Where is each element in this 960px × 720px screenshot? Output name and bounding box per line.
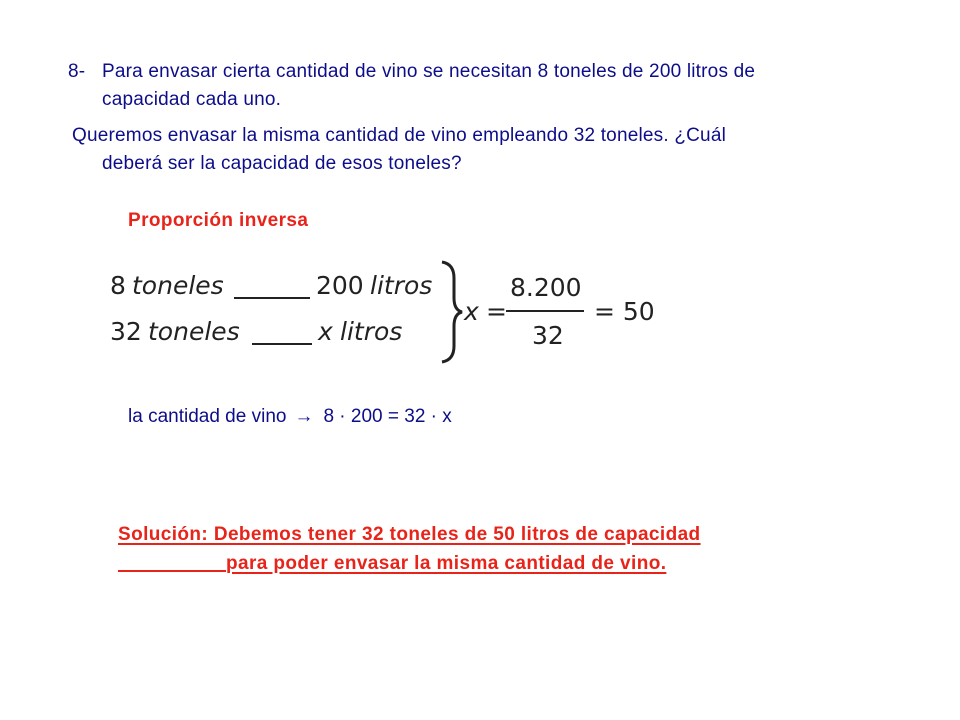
formula-row2-value-unit: litros bbox=[340, 317, 403, 346]
relation-label: la cantidad de vino bbox=[128, 406, 287, 427]
proportion-formula bbox=[108, 258, 668, 368]
problem-line-1 bbox=[68, 58, 918, 86]
method-title: Proporción inversa bbox=[128, 210, 309, 231]
solution-line-1 bbox=[118, 520, 878, 549]
solution-text-1: Solución: Debemos tener 32 toneles de 50 litros de capacidad bbox=[118, 524, 701, 545]
right-arrow-icon: → bbox=[294, 406, 314, 427]
problem-text-1: Para envasar cierta cantidad de vino se necesitan 8 toneles de 200 litros de bbox=[102, 61, 756, 82]
formula-row1-count: 8 bbox=[110, 271, 126, 300]
equals-sign-1: = bbox=[486, 297, 507, 326]
result-variable: x bbox=[464, 297, 479, 326]
solution-block bbox=[118, 520, 878, 578]
question-line-1: Queremos envasar la misma cantidad de vino empleando 32 toneles. ¿Cuál bbox=[72, 125, 727, 146]
fraction-numerator: 8.200 bbox=[510, 273, 582, 302]
question-line-2: deberá ser la capacidad de esos toneles? bbox=[102, 153, 462, 174]
formula-row2-count: 32 bbox=[110, 317, 142, 346]
problem-line-2: capacidad cada uno. bbox=[102, 89, 282, 110]
relation-equation: 8 · 200 = 32 · x bbox=[323, 406, 452, 427]
result-value: = 50 bbox=[594, 297, 655, 326]
right-brace-icon bbox=[442, 262, 462, 362]
problem-statement bbox=[68, 58, 918, 114]
fraction-denominator: 32 bbox=[532, 321, 564, 350]
formula-row2-unit: toneles bbox=[148, 317, 240, 346]
solution-line-2 bbox=[118, 549, 878, 578]
problem-number: 8- bbox=[68, 61, 86, 82]
formula-row2-value: x bbox=[318, 317, 333, 346]
solution-text-2: para poder envasar la misma cantidad de vino. bbox=[226, 553, 667, 574]
formula-row1-unit: toneles bbox=[132, 271, 224, 300]
relation-line bbox=[128, 406, 452, 428]
formula-row1-value: 200 bbox=[316, 271, 364, 300]
formula-row1-value-unit: litros bbox=[370, 271, 433, 300]
solution-indent-underline bbox=[118, 551, 226, 572]
formula-graphic bbox=[108, 258, 668, 368]
problem-question bbox=[72, 122, 922, 178]
